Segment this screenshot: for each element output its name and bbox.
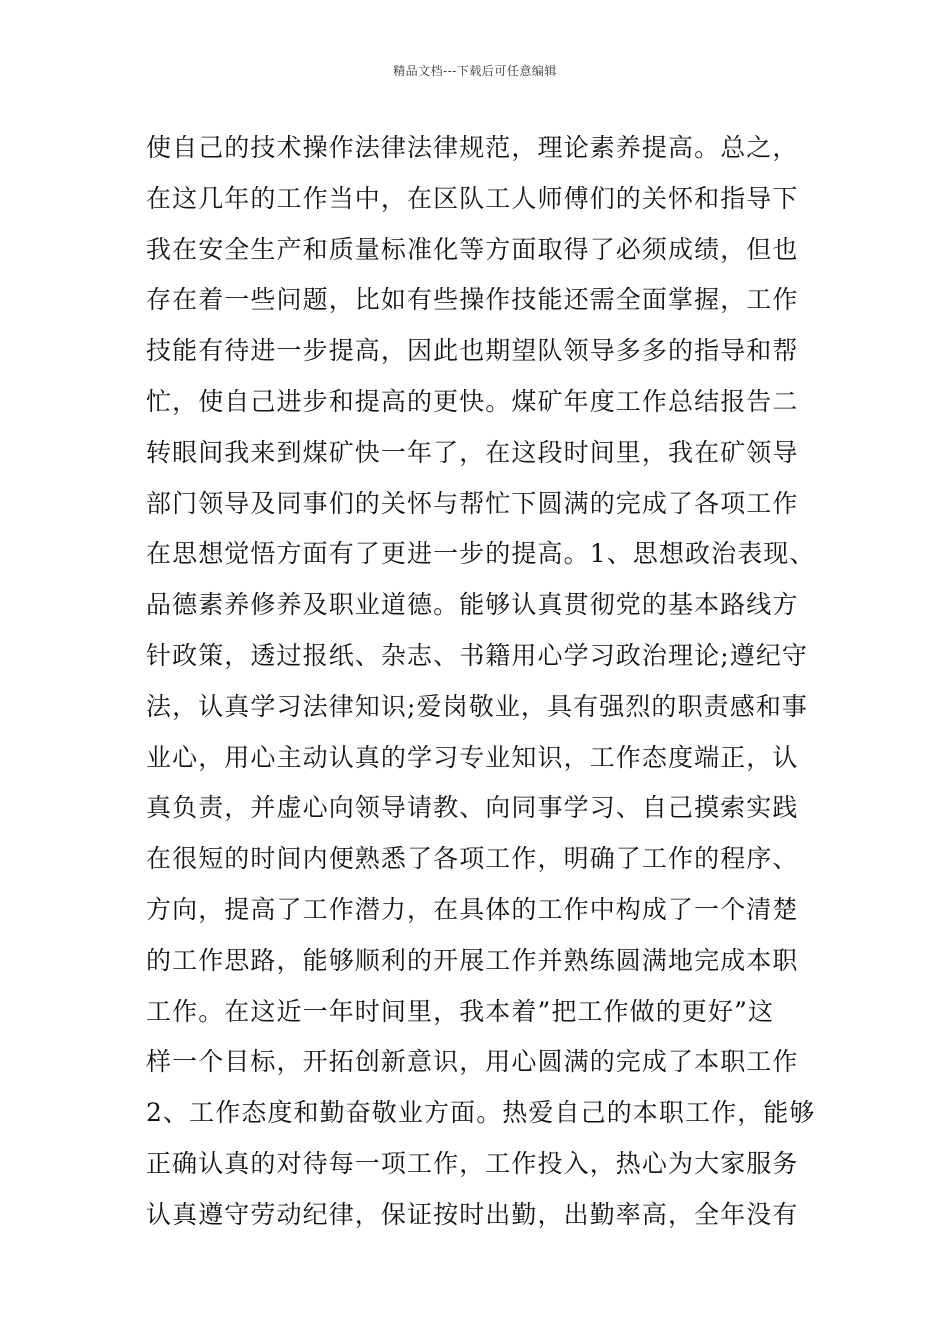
text-line: 方向，提高了工作潜力，在具体的工作中构成了一个清楚 [146, 894, 799, 924]
text-line: 的工作思路，能够顺利的开展工作并熟练圆满地完成本职 [146, 945, 799, 975]
text-line: 存在着一些问题，比如有些操作技能还需全面掌握，工作 [146, 285, 799, 315]
text-line: 品德素养修养及职业道德。能够认真贯彻党的基本路线方 [146, 590, 799, 620]
text-line: 工作。在这近一年时间里，我本着”把工作做的更好”这 [146, 996, 775, 1026]
text-line: 在思想觉悟方面有了更进一步的提高。1、思想政治表现、 [146, 539, 816, 569]
text-line: 真负责，并虚心向领导请教、向同事学习、自己摸索实践 [146, 793, 799, 823]
body-text [146, 123, 826, 1241]
text-line: 正确认真的对待每一项工作，工作投入，热心为大家服务 [146, 1148, 799, 1178]
text-line: 法，认真学习法律知识;爱岗敬业，具有强烈的职责感和事 [146, 691, 809, 721]
text-line: 认真遵守劳动纪律，保证按时出勤，出勤率高，全年没有 [146, 1199, 799, 1229]
text-line: 样一个目标，开拓创新意识，用心圆满的完成了本职工作 [146, 1047, 799, 1077]
page-header: 精品文档---下载后可任意编辑 [393, 64, 557, 78]
text-line: 技能有待进一步提高，因此也期望队领导多多的指导和帮 [146, 336, 799, 366]
text-line: 业心，用心主动认真的学习专业知识，工作态度端正，认 [146, 742, 799, 772]
text-line: 忙，使自己进步和提高的更快。煤矿年度工作总结报告二 [146, 386, 799, 416]
text-line: 在这几年的工作当中，在区队工人师傅们的关怀和指导下 [146, 183, 799, 213]
text-line: 转眼间我来到煤矿快一年了，在这段时间里，我在矿领导 [146, 437, 799, 467]
text-line: 针政策，透过报纸、杂志、书籍用心学习政治理论;遵纪守 [146, 640, 809, 670]
text-line: 我在安全生产和质量标准化等方面取得了必须成绩，但也 [146, 234, 799, 264]
text-line: 部门领导及同事们的关怀与帮忙下圆满的完成了各项工作 [146, 488, 799, 518]
text-line: 2、工作态度和勤奋敬业方面。热爱自己的本职工作，能够 [146, 1098, 816, 1128]
text-line: 在很短的时间内便熟悉了各项工作，明确了工作的程序、 [146, 844, 799, 874]
text-line: 使自己的技术操作法律法律规范，理论素养提高。总之， [146, 133, 799, 162]
